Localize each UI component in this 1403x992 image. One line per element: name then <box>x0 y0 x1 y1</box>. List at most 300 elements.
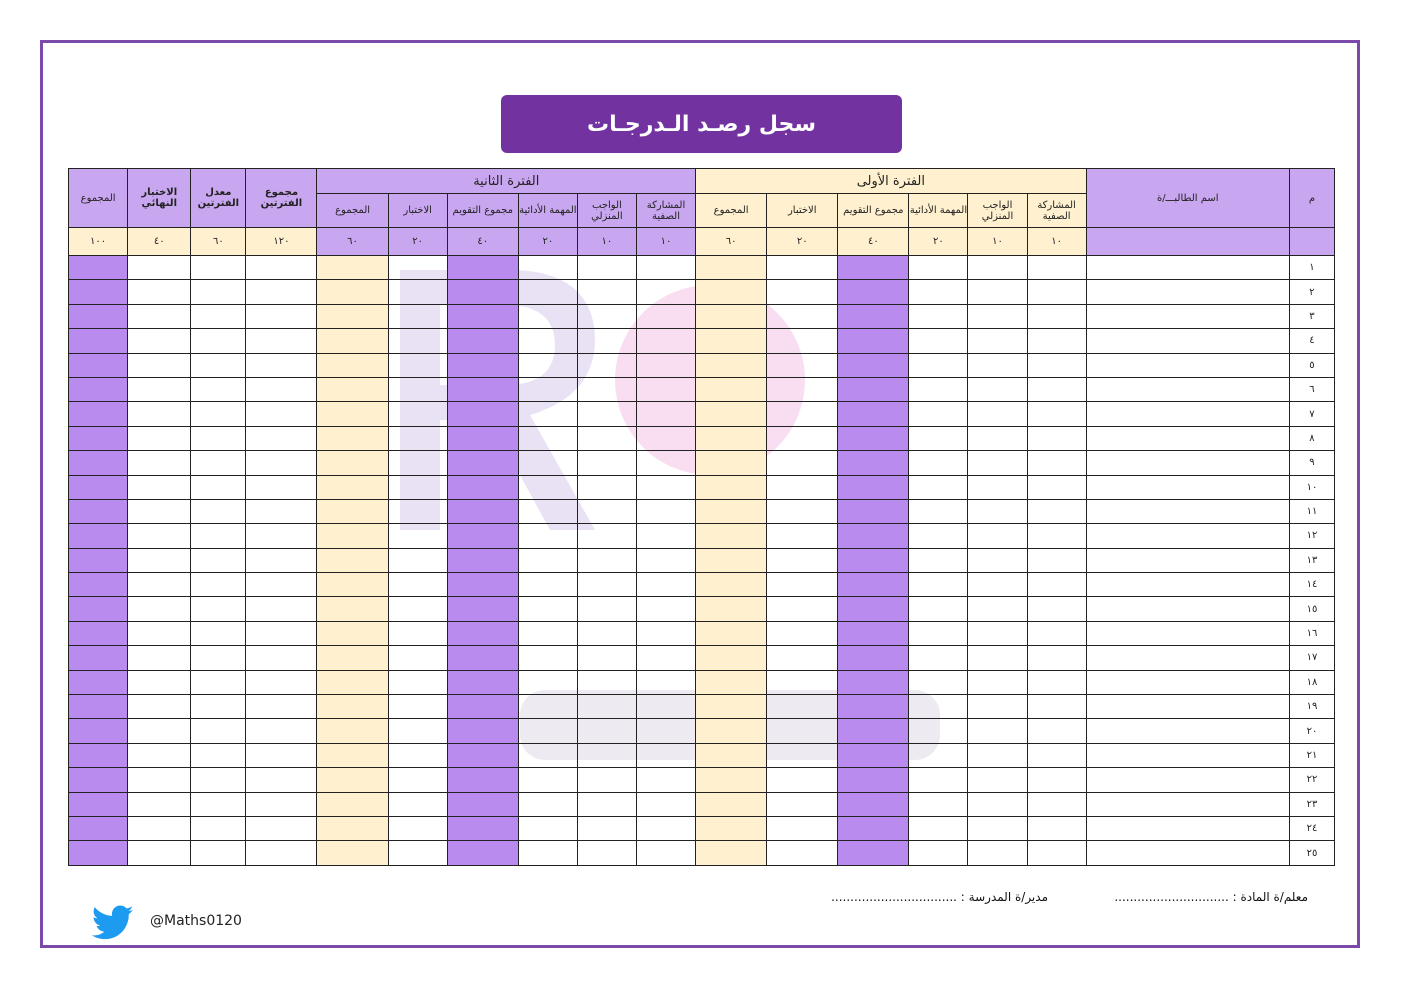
grade-cell[interactable] <box>636 719 695 743</box>
grade-cell[interactable] <box>1027 377 1086 401</box>
grade-cell[interactable] <box>128 573 191 597</box>
grade-cell[interactable] <box>636 792 695 816</box>
grade-cell[interactable] <box>388 402 447 426</box>
grade-cell[interactable] <box>191 524 246 548</box>
grade-cell[interactable] <box>1027 597 1086 621</box>
grade-cell[interactable] <box>696 816 767 840</box>
grade-cell[interactable] <box>636 304 695 328</box>
grade-cell[interactable] <box>577 646 636 670</box>
grade-cell[interactable] <box>447 719 518 743</box>
grade-cell[interactable] <box>447 548 518 572</box>
student-name-cell[interactable] <box>1086 646 1289 670</box>
grade-cell[interactable] <box>246 426 317 450</box>
grade-cell[interactable] <box>128 402 191 426</box>
grade-cell[interactable] <box>447 402 518 426</box>
grade-cell[interactable] <box>1027 426 1086 450</box>
grade-cell[interactable] <box>69 329 128 353</box>
grade-cell[interactable] <box>69 256 128 280</box>
grade-cell[interactable] <box>518 743 577 767</box>
grade-cell[interactable] <box>767 768 838 792</box>
grade-cell[interactable] <box>246 524 317 548</box>
grade-cell[interactable] <box>69 695 128 719</box>
grade-cell[interactable] <box>968 451 1027 475</box>
grade-cell[interactable] <box>577 329 636 353</box>
grade-cell[interactable] <box>968 304 1027 328</box>
grade-cell[interactable] <box>636 646 695 670</box>
grade-cell[interactable] <box>767 621 838 645</box>
grade-cell[interactable] <box>128 768 191 792</box>
student-name-cell[interactable] <box>1086 743 1289 767</box>
grade-cell[interactable] <box>128 353 191 377</box>
grade-cell[interactable] <box>577 548 636 572</box>
grade-cell[interactable] <box>838 792 909 816</box>
grade-cell[interactable] <box>636 475 695 499</box>
grade-cell[interactable] <box>1027 329 1086 353</box>
grade-cell[interactable] <box>518 524 577 548</box>
grade-cell[interactable] <box>317 377 388 401</box>
grade-cell[interactable] <box>636 499 695 523</box>
grade-cell[interactable] <box>1027 621 1086 645</box>
grade-cell[interactable] <box>636 670 695 694</box>
grade-cell[interactable] <box>636 621 695 645</box>
grade-cell[interactable] <box>388 256 447 280</box>
grade-cell[interactable] <box>69 621 128 645</box>
grade-cell[interactable] <box>696 743 767 767</box>
grade-cell[interactable] <box>518 280 577 304</box>
grade-cell[interactable] <box>577 695 636 719</box>
grade-cell[interactable] <box>388 719 447 743</box>
grade-cell[interactable] <box>388 524 447 548</box>
grade-cell[interactable] <box>577 768 636 792</box>
grade-cell[interactable] <box>909 768 968 792</box>
grade-cell[interactable] <box>191 329 246 353</box>
student-name-cell[interactable] <box>1086 573 1289 597</box>
grade-cell[interactable] <box>838 377 909 401</box>
grade-cell[interactable] <box>246 670 317 694</box>
grade-cell[interactable] <box>191 695 246 719</box>
grade-cell[interactable] <box>636 816 695 840</box>
grade-cell[interactable] <box>767 646 838 670</box>
grade-cell[interactable] <box>838 353 909 377</box>
grade-cell[interactable] <box>909 646 968 670</box>
grade-cell[interactable] <box>69 573 128 597</box>
grade-cell[interactable] <box>518 329 577 353</box>
student-name-cell[interactable] <box>1086 816 1289 840</box>
grade-cell[interactable] <box>636 377 695 401</box>
grade-cell[interactable] <box>909 524 968 548</box>
grade-cell[interactable] <box>447 499 518 523</box>
grade-cell[interactable] <box>246 451 317 475</box>
grade-cell[interactable] <box>767 475 838 499</box>
grade-cell[interactable] <box>191 280 246 304</box>
grade-cell[interactable] <box>447 841 518 865</box>
grade-cell[interactable] <box>317 548 388 572</box>
grade-cell[interactable] <box>636 353 695 377</box>
grade-cell[interactable] <box>968 280 1027 304</box>
grade-cell[interactable] <box>838 475 909 499</box>
grade-cell[interactable] <box>388 743 447 767</box>
grade-cell[interactable] <box>968 426 1027 450</box>
grade-cell[interactable] <box>838 841 909 865</box>
grade-cell[interactable] <box>577 426 636 450</box>
grade-cell[interactable] <box>69 719 128 743</box>
grade-cell[interactable] <box>696 280 767 304</box>
grade-cell[interactable] <box>69 597 128 621</box>
grade-cell[interactable] <box>388 548 447 572</box>
grade-cell[interactable] <box>767 792 838 816</box>
grade-cell[interactable] <box>246 719 317 743</box>
grade-cell[interactable] <box>317 256 388 280</box>
grade-cell[interactable] <box>968 646 1027 670</box>
grade-cell[interactable] <box>69 280 128 304</box>
grade-cell[interactable] <box>191 743 246 767</box>
grade-cell[interactable] <box>968 841 1027 865</box>
grade-cell[interactable] <box>968 670 1027 694</box>
grade-cell[interactable] <box>636 256 695 280</box>
grade-cell[interactable] <box>838 816 909 840</box>
grade-cell[interactable] <box>128 816 191 840</box>
grade-cell[interactable] <box>128 670 191 694</box>
grade-cell[interactable] <box>696 597 767 621</box>
grade-cell[interactable] <box>388 573 447 597</box>
grade-cell[interactable] <box>128 621 191 645</box>
grade-cell[interactable] <box>696 256 767 280</box>
grade-cell[interactable] <box>518 695 577 719</box>
grade-cell[interactable] <box>518 256 577 280</box>
grade-cell[interactable] <box>317 719 388 743</box>
grade-cell[interactable] <box>636 695 695 719</box>
grade-cell[interactable] <box>191 792 246 816</box>
grade-cell[interactable] <box>388 695 447 719</box>
grade-cell[interactable] <box>518 499 577 523</box>
grade-cell[interactable] <box>636 548 695 572</box>
grade-cell[interactable] <box>69 451 128 475</box>
grade-cell[interactable] <box>838 426 909 450</box>
grade-cell[interactable] <box>577 353 636 377</box>
grade-cell[interactable] <box>1027 670 1086 694</box>
grade-cell[interactable] <box>447 621 518 645</box>
grade-cell[interactable] <box>447 353 518 377</box>
grade-cell[interactable] <box>577 621 636 645</box>
grade-cell[interactable] <box>636 451 695 475</box>
grade-cell[interactable] <box>838 621 909 645</box>
grade-cell[interactable] <box>838 548 909 572</box>
grade-cell[interactable] <box>246 792 317 816</box>
grade-cell[interactable] <box>191 475 246 499</box>
student-name-cell[interactable] <box>1086 256 1289 280</box>
grade-cell[interactable] <box>968 743 1027 767</box>
grade-cell[interactable] <box>838 670 909 694</box>
grade-cell[interactable] <box>128 475 191 499</box>
grade-cell[interactable] <box>128 426 191 450</box>
grade-cell[interactable] <box>636 768 695 792</box>
grade-cell[interactable] <box>1027 719 1086 743</box>
grade-cell[interactable] <box>767 816 838 840</box>
grade-cell[interactable] <box>577 377 636 401</box>
grade-cell[interactable] <box>968 621 1027 645</box>
grade-cell[interactable] <box>447 451 518 475</box>
grade-cell[interactable] <box>518 670 577 694</box>
grade-cell[interactable] <box>968 377 1027 401</box>
grade-cell[interactable] <box>909 573 968 597</box>
grade-cell[interactable] <box>191 451 246 475</box>
grade-cell[interactable] <box>128 329 191 353</box>
grade-cell[interactable] <box>317 768 388 792</box>
grade-cell[interactable] <box>191 621 246 645</box>
grade-cell[interactable] <box>577 597 636 621</box>
grade-cell[interactable] <box>1027 280 1086 304</box>
grade-cell[interactable] <box>447 792 518 816</box>
grade-cell[interactable] <box>447 695 518 719</box>
grade-cell[interactable] <box>246 816 317 840</box>
grade-cell[interactable] <box>636 743 695 767</box>
grade-cell[interactable] <box>577 402 636 426</box>
grade-cell[interactable] <box>909 719 968 743</box>
grade-cell[interactable] <box>447 304 518 328</box>
student-name-cell[interactable] <box>1086 353 1289 377</box>
grade-cell[interactable] <box>696 695 767 719</box>
grade-cell[interactable] <box>909 597 968 621</box>
grade-cell[interactable] <box>317 670 388 694</box>
grade-cell[interactable] <box>696 841 767 865</box>
grade-cell[interactable] <box>69 353 128 377</box>
grade-cell[interactable] <box>388 499 447 523</box>
student-name-cell[interactable] <box>1086 670 1289 694</box>
grade-cell[interactable] <box>246 280 317 304</box>
grade-cell[interactable] <box>317 646 388 670</box>
grade-cell[interactable] <box>767 499 838 523</box>
grade-cell[interactable] <box>767 743 838 767</box>
grade-cell[interactable] <box>636 597 695 621</box>
grade-cell[interactable] <box>246 695 317 719</box>
grade-cell[interactable] <box>909 743 968 767</box>
grade-cell[interactable] <box>388 768 447 792</box>
grade-cell[interactable] <box>1027 499 1086 523</box>
grade-cell[interactable] <box>317 597 388 621</box>
grade-cell[interactable] <box>388 451 447 475</box>
grade-cell[interactable] <box>191 256 246 280</box>
grade-cell[interactable] <box>838 280 909 304</box>
grade-cell[interactable] <box>767 402 838 426</box>
grade-cell[interactable] <box>767 841 838 865</box>
grade-cell[interactable] <box>696 402 767 426</box>
grade-cell[interactable] <box>447 768 518 792</box>
grade-cell[interactable] <box>317 329 388 353</box>
grade-cell[interactable] <box>696 426 767 450</box>
grade-cell[interactable] <box>909 256 968 280</box>
grade-cell[interactable] <box>317 402 388 426</box>
grade-cell[interactable] <box>577 499 636 523</box>
grade-cell[interactable] <box>128 548 191 572</box>
grade-cell[interactable] <box>968 816 1027 840</box>
grade-cell[interactable] <box>1027 451 1086 475</box>
grade-cell[interactable] <box>447 280 518 304</box>
grade-cell[interactable] <box>388 353 447 377</box>
grade-cell[interactable] <box>968 499 1027 523</box>
grade-cell[interactable] <box>909 451 968 475</box>
grade-cell[interactable] <box>317 573 388 597</box>
grade-cell[interactable] <box>636 426 695 450</box>
grade-cell[interactable] <box>696 377 767 401</box>
grade-cell[interactable] <box>317 353 388 377</box>
grade-cell[interactable] <box>69 548 128 572</box>
grade-cell[interactable] <box>246 646 317 670</box>
grade-cell[interactable] <box>317 426 388 450</box>
grade-cell[interactable] <box>968 548 1027 572</box>
grade-cell[interactable] <box>767 548 838 572</box>
grade-cell[interactable] <box>128 792 191 816</box>
grade-cell[interactable] <box>909 402 968 426</box>
grade-cell[interactable] <box>317 695 388 719</box>
grade-cell[interactable] <box>838 719 909 743</box>
grade-cell[interactable] <box>191 426 246 450</box>
grade-cell[interactable] <box>1027 475 1086 499</box>
grade-cell[interactable] <box>191 597 246 621</box>
grade-cell[interactable] <box>838 695 909 719</box>
grade-cell[interactable] <box>767 719 838 743</box>
grade-cell[interactable] <box>838 646 909 670</box>
grade-cell[interactable] <box>518 597 577 621</box>
grade-cell[interactable] <box>909 548 968 572</box>
grade-cell[interactable] <box>636 573 695 597</box>
student-name-cell[interactable] <box>1086 841 1289 865</box>
grade-cell[interactable] <box>246 548 317 572</box>
grade-cell[interactable] <box>246 377 317 401</box>
grade-cell[interactable] <box>968 597 1027 621</box>
grade-cell[interactable] <box>191 768 246 792</box>
grade-cell[interactable] <box>909 329 968 353</box>
grade-cell[interactable] <box>246 768 317 792</box>
grade-cell[interactable] <box>968 573 1027 597</box>
grade-cell[interactable] <box>246 256 317 280</box>
grade-cell[interactable] <box>317 475 388 499</box>
grade-cell[interactable] <box>388 280 447 304</box>
student-name-cell[interactable] <box>1086 548 1289 572</box>
grade-cell[interactable] <box>518 377 577 401</box>
grade-cell[interactable] <box>518 573 577 597</box>
grade-cell[interactable] <box>388 841 447 865</box>
student-name-cell[interactable] <box>1086 280 1289 304</box>
grade-cell[interactable] <box>518 792 577 816</box>
grade-cell[interactable] <box>69 841 128 865</box>
student-name-cell[interactable] <box>1086 377 1289 401</box>
grade-cell[interactable] <box>317 304 388 328</box>
grade-cell[interactable] <box>968 768 1027 792</box>
grade-cell[interactable] <box>246 402 317 426</box>
grade-cell[interactable] <box>838 597 909 621</box>
grade-cell[interactable] <box>388 329 447 353</box>
grade-cell[interactable] <box>246 573 317 597</box>
grade-cell[interactable] <box>1027 695 1086 719</box>
grade-cell[interactable] <box>696 792 767 816</box>
student-name-cell[interactable] <box>1086 402 1289 426</box>
grade-cell[interactable] <box>1027 768 1086 792</box>
grade-cell[interactable] <box>909 670 968 694</box>
grade-cell[interactable] <box>909 475 968 499</box>
grade-cell[interactable] <box>128 841 191 865</box>
grade-cell[interactable] <box>909 280 968 304</box>
grade-cell[interactable] <box>191 548 246 572</box>
grade-cell[interactable] <box>128 597 191 621</box>
grade-cell[interactable] <box>69 402 128 426</box>
grade-cell[interactable] <box>577 524 636 548</box>
grade-cell[interactable] <box>577 743 636 767</box>
grade-cell[interactable] <box>767 256 838 280</box>
grade-cell[interactable] <box>767 280 838 304</box>
grade-cell[interactable] <box>128 280 191 304</box>
grade-cell[interactable] <box>696 304 767 328</box>
grade-cell[interactable] <box>577 475 636 499</box>
grade-cell[interactable] <box>968 524 1027 548</box>
grade-cell[interactable] <box>767 377 838 401</box>
grade-cell[interactable] <box>518 646 577 670</box>
student-name-cell[interactable] <box>1086 329 1289 353</box>
grade-cell[interactable] <box>696 646 767 670</box>
grade-cell[interactable] <box>69 743 128 767</box>
grade-cell[interactable] <box>447 426 518 450</box>
grade-cell[interactable] <box>128 524 191 548</box>
grade-cell[interactable] <box>909 816 968 840</box>
grade-cell[interactable] <box>577 304 636 328</box>
grade-cell[interactable] <box>577 792 636 816</box>
grade-cell[interactable] <box>838 304 909 328</box>
grade-cell[interactable] <box>518 548 577 572</box>
grade-cell[interactable] <box>447 646 518 670</box>
grade-cell[interactable] <box>388 670 447 694</box>
grade-cell[interactable] <box>767 304 838 328</box>
grade-cell[interactable] <box>246 743 317 767</box>
grade-cell[interactable] <box>191 670 246 694</box>
grade-cell[interactable] <box>317 743 388 767</box>
grade-cell[interactable] <box>246 329 317 353</box>
grade-cell[interactable] <box>317 524 388 548</box>
grade-cell[interactable] <box>696 499 767 523</box>
grade-cell[interactable] <box>767 695 838 719</box>
grade-cell[interactable] <box>447 524 518 548</box>
grade-cell[interactable] <box>1027 304 1086 328</box>
grade-cell[interactable] <box>388 304 447 328</box>
grade-cell[interactable] <box>69 670 128 694</box>
grade-cell[interactable] <box>128 256 191 280</box>
grade-cell[interactable] <box>447 670 518 694</box>
grade-cell[interactable] <box>636 280 695 304</box>
grade-cell[interactable] <box>577 841 636 865</box>
grade-cell[interactable] <box>128 743 191 767</box>
grade-cell[interactable] <box>696 573 767 597</box>
grade-cell[interactable] <box>968 256 1027 280</box>
grade-cell[interactable] <box>838 329 909 353</box>
student-name-cell[interactable] <box>1086 451 1289 475</box>
grade-cell[interactable] <box>128 695 191 719</box>
grade-cell[interactable] <box>317 499 388 523</box>
grade-cell[interactable] <box>317 792 388 816</box>
grade-cell[interactable] <box>69 524 128 548</box>
grade-cell[interactable] <box>388 792 447 816</box>
grade-cell[interactable] <box>447 743 518 767</box>
grade-cell[interactable] <box>838 524 909 548</box>
grade-cell[interactable] <box>909 841 968 865</box>
student-name-cell[interactable] <box>1086 719 1289 743</box>
grade-cell[interactable] <box>696 670 767 694</box>
grade-cell[interactable] <box>388 816 447 840</box>
grade-cell[interactable] <box>317 451 388 475</box>
grade-cell[interactable] <box>909 426 968 450</box>
grade-cell[interactable] <box>767 426 838 450</box>
grade-cell[interactable] <box>317 621 388 645</box>
grade-cell[interactable] <box>696 524 767 548</box>
grade-cell[interactable] <box>191 646 246 670</box>
grade-cell[interactable] <box>909 353 968 377</box>
